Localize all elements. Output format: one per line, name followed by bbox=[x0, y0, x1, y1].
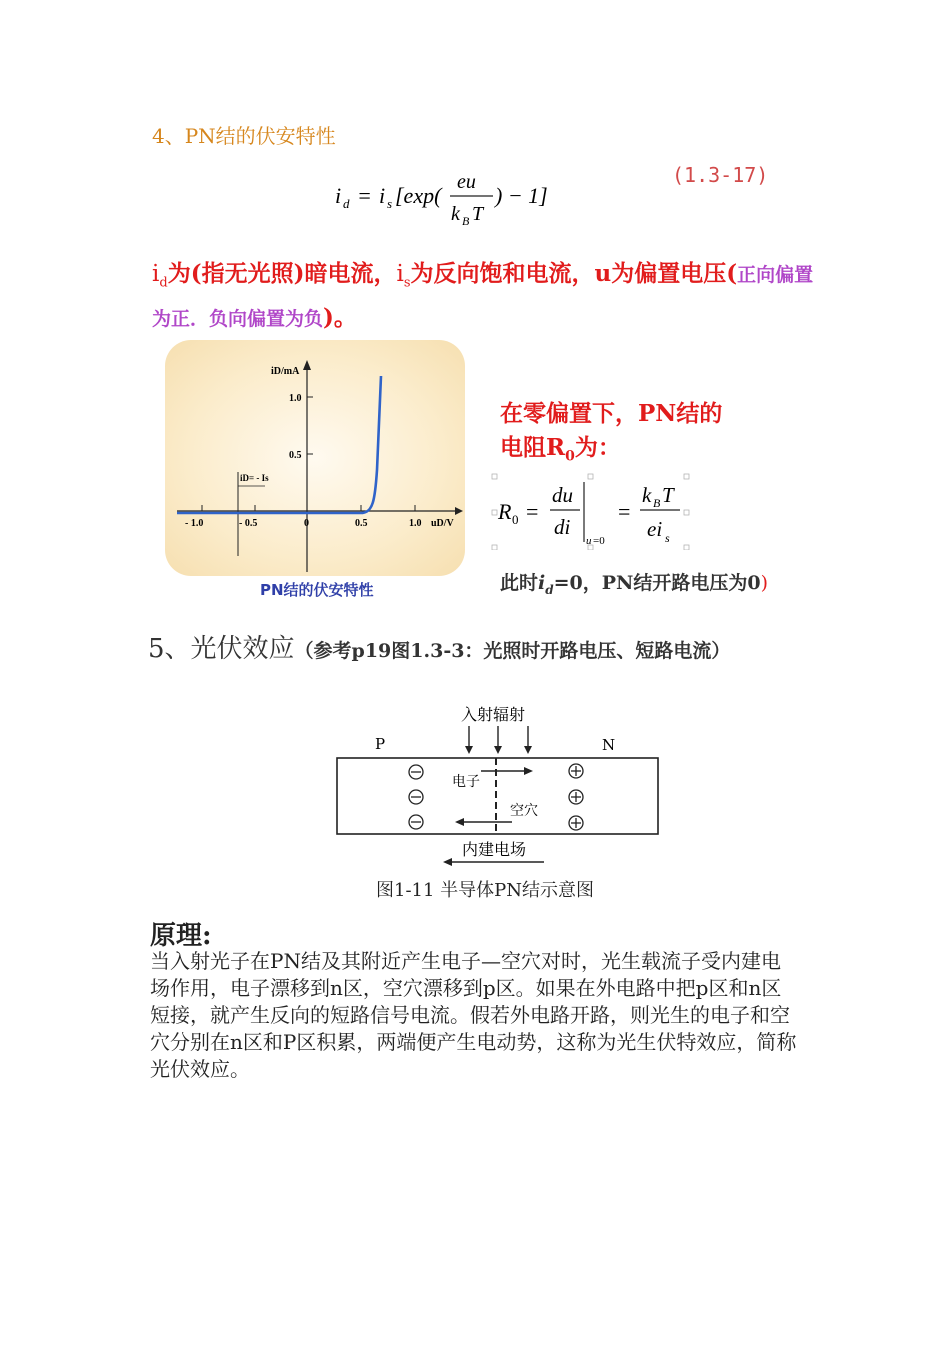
x-tick-neg-1: - 1.0 bbox=[185, 518, 204, 529]
svg-text:i: i bbox=[335, 183, 342, 208]
svg-text:T: T bbox=[662, 483, 674, 507]
svg-text:k: k bbox=[642, 483, 652, 507]
diode-equation bbox=[335, 168, 565, 236]
figure-caption: 图1-11 半导体PN结示意图 bbox=[376, 880, 595, 901]
incident-radiation-label: 入射辐射 bbox=[461, 705, 526, 724]
svg-text:) − 1]: ) − 1] bbox=[495, 183, 548, 208]
p-region-label: P bbox=[375, 735, 386, 753]
svg-text:0: 0 bbox=[512, 512, 519, 527]
svg-text:s: s bbox=[665, 531, 670, 545]
svg-text:B: B bbox=[653, 496, 661, 510]
svg-text:[exp(: [exp( bbox=[395, 183, 442, 208]
principle-paragraph: 当入射光子在PN结及其附近产生电子—空穴对时，光生载流子受内建电场作用，电子漂移到n区，空穴漂移到p区。如果在外电路中把p区和n区短接，就产生反向的短路信号电流。假若外电路开路，则光生的电子和空穴分别在n区和P区积累，两端便产生电动势，这称为光生伏特效应，简称光伏效应。 bbox=[150, 949, 797, 1081]
svg-text:=0: =0 bbox=[593, 535, 605, 547]
svg-text:s: s bbox=[387, 196, 393, 211]
zero-bias-resistance-text: 在零偏置下，PN结的 电阻$R_0$为： bbox=[500, 400, 723, 465]
plus-icon bbox=[569, 764, 583, 830]
svg-text:=: = bbox=[618, 499, 631, 524]
built-in-field-label: 内建电场 bbox=[462, 840, 527, 859]
svg-text:=: = bbox=[357, 183, 372, 208]
iv-curve bbox=[177, 376, 381, 513]
electron-label: 电子 bbox=[452, 774, 480, 790]
svg-text:ei: ei bbox=[647, 517, 663, 541]
svg-text:d: d bbox=[343, 196, 350, 211]
svg-text:R: R bbox=[498, 499, 512, 524]
svg-text:i: i bbox=[379, 183, 386, 208]
hole-label: 空穴 bbox=[510, 803, 538, 819]
svg-text:u: u bbox=[586, 535, 592, 547]
y-tick-1-0: 1.0 bbox=[289, 393, 302, 404]
x-axis-label: uD/V bbox=[431, 518, 454, 529]
n-region-label: N bbox=[602, 736, 616, 754]
x-tick-neg-0-5: - 0.5 bbox=[239, 518, 258, 529]
iv-characteristic-panel bbox=[165, 340, 465, 576]
dark-current-description: $i_d$为(指无光照)暗电流，$i_s$为反向饱和电流，u为偏置电压(正向偏置为正．负向偏置为负)。 bbox=[152, 260, 814, 331]
section-5-title: 5、光伏效应（参考p19图1.3-3：光照时开路电压、短路电流） bbox=[148, 634, 731, 664]
x-tick-0: 0 bbox=[304, 518, 309, 529]
resistance-equation bbox=[490, 470, 690, 550]
iv-chart-caption: PN结的伏安特性 bbox=[260, 581, 374, 599]
svg-text:du: du bbox=[552, 483, 573, 507]
section-4-title: 4、PN结的伏安特性 bbox=[152, 124, 336, 148]
pn-junction-diagram bbox=[330, 700, 670, 870]
svg-text:B: B bbox=[462, 214, 470, 228]
saturation-annotation: iD= - Is bbox=[240, 473, 269, 483]
svg-text:=: = bbox=[526, 499, 539, 524]
svg-text:k: k bbox=[451, 203, 460, 225]
y-tick-0-5: 0.5 bbox=[289, 450, 302, 461]
x-tick-0-5: 0.5 bbox=[355, 518, 368, 529]
minus-icon bbox=[409, 765, 423, 829]
svg-text:di: di bbox=[554, 515, 571, 539]
svg-text:T: T bbox=[472, 203, 484, 225]
y-axis-label: iD/mA bbox=[271, 366, 300, 377]
svg-text:eu: eu bbox=[457, 171, 476, 193]
principle-title: 原理: bbox=[150, 921, 212, 951]
equation-number: (1.3-17) bbox=[672, 163, 769, 187]
x-tick-1-0: 1.0 bbox=[409, 518, 422, 529]
zero-bias-note: 此时$i_d=0$，PN结开路电压为0) bbox=[500, 572, 769, 597]
